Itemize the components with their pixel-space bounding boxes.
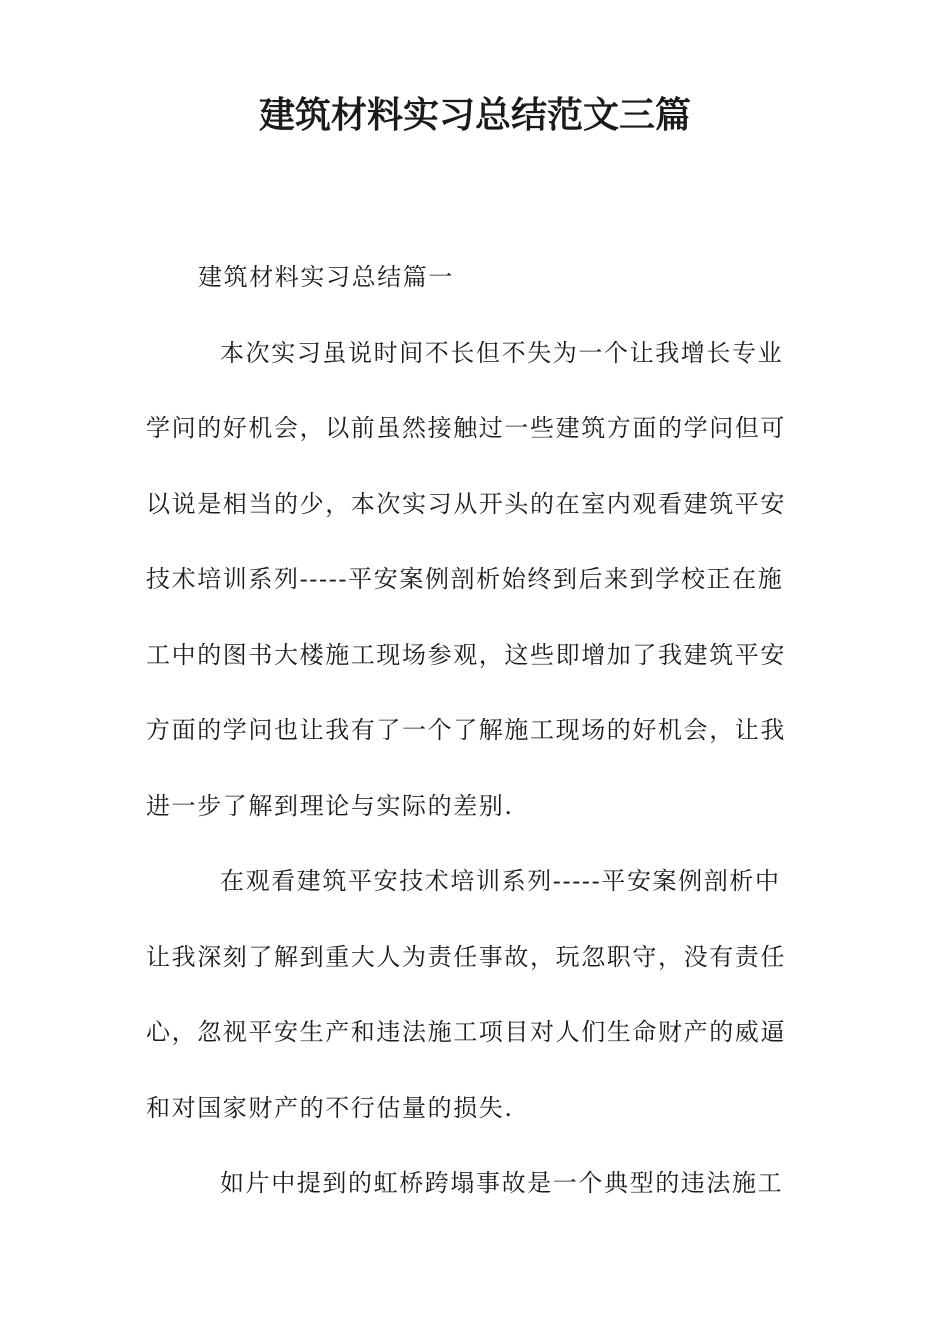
paragraph-3 bbox=[146, 1146, 798, 1222]
paragraph-line: 让我深刻了解到重大人为责任事故，玩忽职守，没有责任 bbox=[146, 942, 786, 971]
paragraph-line: 以说是相当的少，本次实习从开头的在室内观看建筑平安 bbox=[146, 489, 786, 518]
paragraph-line: 如片中提到的虹桥跨塌事故是一个典型的违法施工 bbox=[220, 1169, 784, 1197]
paragraph-2 bbox=[146, 844, 798, 1146]
document-title: 建筑材料实习总结范文三篇 bbox=[258, 95, 691, 136]
paragraph-line: 学问的好机会，以前虽然接触过一些建筑方面的学问但可 bbox=[146, 414, 786, 442]
paragraph-line: 心，忽视平安生产和违法施工项目对人们生命财产的威逼 bbox=[146, 1018, 786, 1046]
paragraph-line: 方面的学问也让我有了一个了解施工现场的好机会，让我 bbox=[146, 716, 786, 744]
paragraph-1 bbox=[146, 316, 798, 845]
paragraph-line: 工中的图书大楼施工现场参观，这些即增加了我建筑平安 bbox=[146, 640, 786, 669]
paragraph-line: 和对国家财产的不行估量的损失. bbox=[146, 1093, 514, 1122]
paragraph-line: 技术培训系列-----平安案例剖析始终到后来到学校正在施 bbox=[146, 565, 784, 593]
paragraph-line: 进一步了解到理论与实际的差别. bbox=[146, 791, 514, 820]
document-body bbox=[146, 240, 798, 1222]
section-heading: 建筑材料实习总结篇一 bbox=[198, 263, 454, 291]
paragraph-line: 本次实习虽说时间不长但不失为一个让我增长专业 bbox=[220, 338, 784, 367]
paragraph-line: 在观看建筑平安技术培训系列-----平安案例剖析中 bbox=[220, 867, 781, 895]
